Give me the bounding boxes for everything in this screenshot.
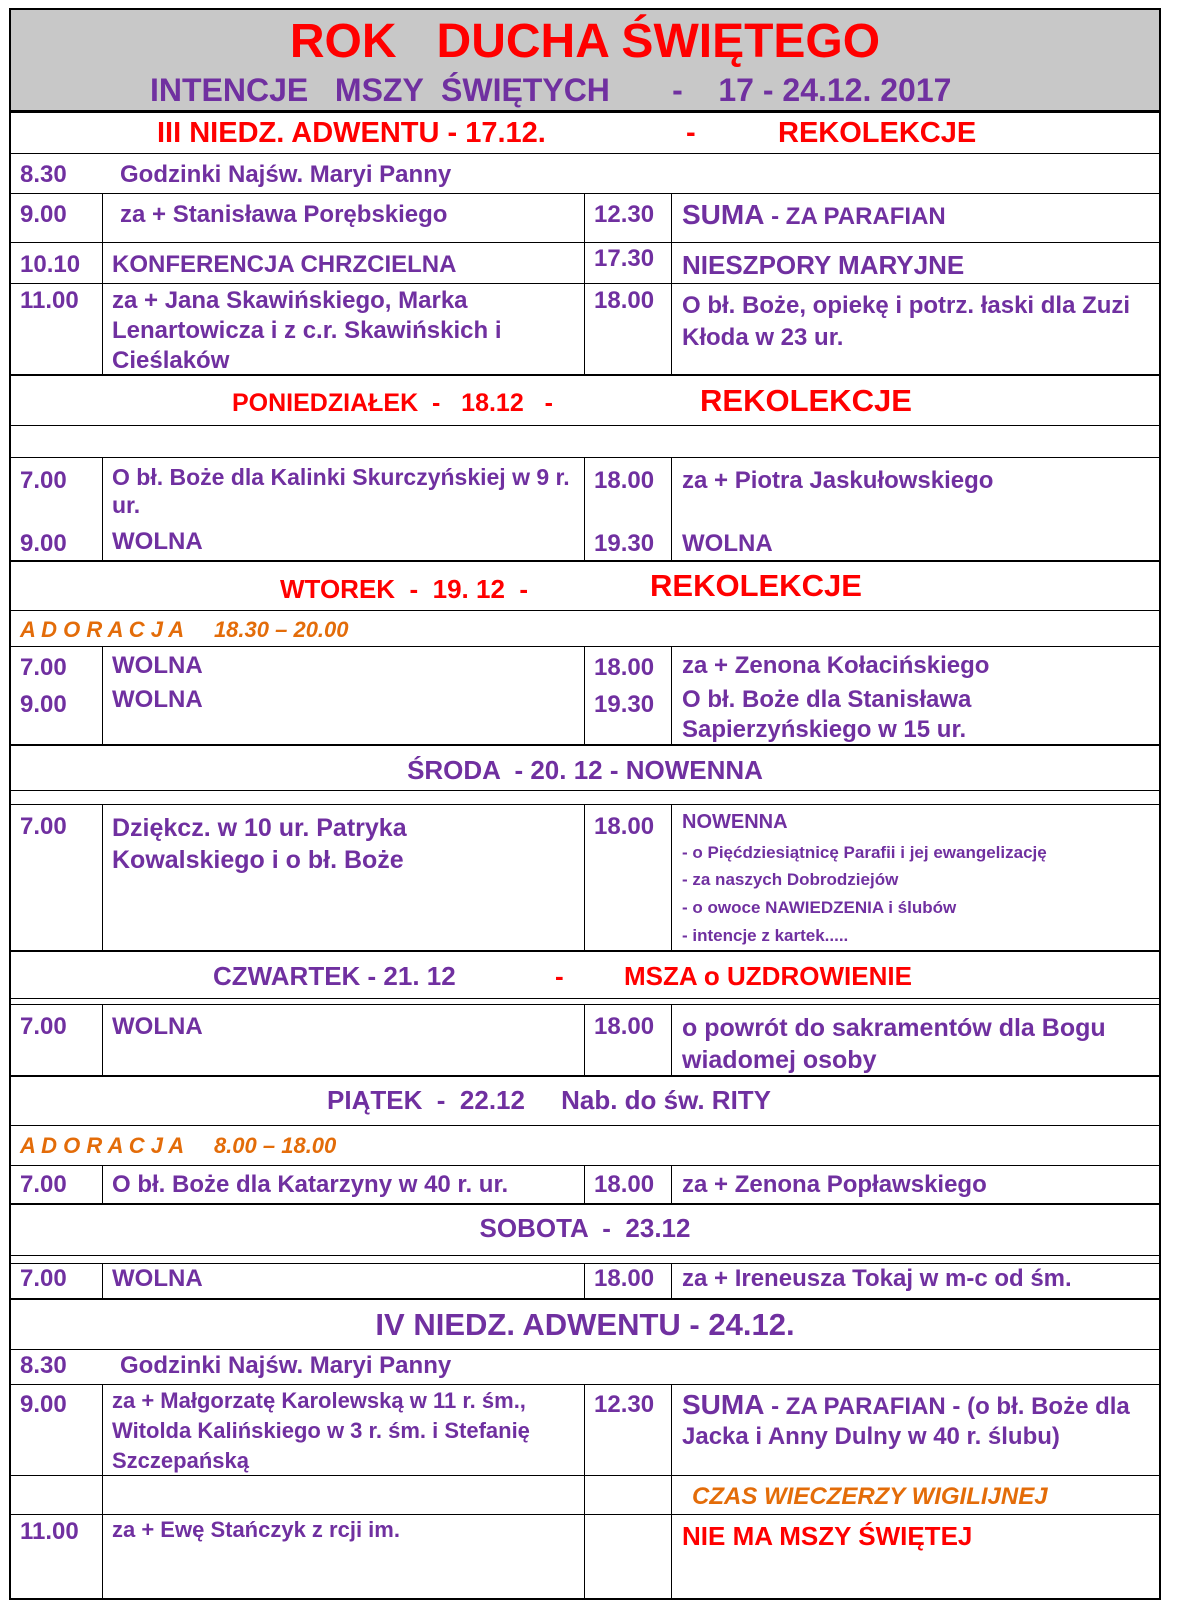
sun1-row2-text2: NIESZPORY MARYJNE xyxy=(682,250,965,280)
sun1-row3-text2: O bł. Boże, opiekę i potrz. łaski dla Zuzi Kłoda w 23 ur. xyxy=(682,292,1131,351)
wed-row1-text: Dziękcz. w 10 ur. Patryka Kowalskiego i o bł. Boże xyxy=(112,814,407,874)
sun1-row1-text: za + Stanisława Porębskiego xyxy=(120,201,448,228)
fri-row1-text2: za + Zenona Popławskiego xyxy=(682,1171,987,1198)
sat-row1-time: 7.00 xyxy=(20,1265,67,1292)
sun1-row2-time: 10.10 xyxy=(20,251,81,278)
sun2-row1-time2: 12.30 xyxy=(594,1391,655,1418)
sun2-heading: IV NIEDZ. ADWENTU - 24.12. xyxy=(375,1307,795,1342)
thu-row1-time: 7.00 xyxy=(20,1013,67,1040)
suma-label: SUMA xyxy=(682,1389,765,1420)
thu-heading-a: CZWARTEK - 21. 12 xyxy=(213,961,456,991)
tue-row1-time2: 18.00 xyxy=(594,654,655,681)
sun1-heading-b: REKOLEKCJE xyxy=(778,117,977,149)
sun1-row0-time: 8.30 xyxy=(20,161,67,188)
sun2-row0-time: 8.30 xyxy=(20,1352,67,1379)
wed-novena-item: - o owoce NAWIEDZENIA i ślubów xyxy=(682,898,957,917)
sat-row1-time2: 18.00 xyxy=(594,1265,655,1292)
sun1-row1-time: 9.00 xyxy=(20,201,67,228)
sun1-row3-text: za + Jana Skawińskiego, Marka Lenartowicza i z c.r. Skawińskich i Cieślaków xyxy=(112,287,502,374)
wed-novena-item: - o Pięćdziesiątnicę Parafii i jej ewangelizację xyxy=(682,843,1047,862)
mon-row2-time: 9.00 xyxy=(20,530,67,557)
sun1-row1-time2: 12.30 xyxy=(594,201,655,228)
suma-label: SUMA xyxy=(682,199,765,230)
sat-row1-text: WOLNA xyxy=(112,1265,203,1292)
fri-row1-time2: 18.00 xyxy=(594,1171,655,1198)
fri-row1-time: 7.00 xyxy=(20,1171,67,1198)
mon-row2-text: WOLNA xyxy=(112,528,203,555)
parafian-detail: - ZA PARAFIAN - (o bł. Boże dla Jacka i Anny Dulny w 40 r. ślubu) xyxy=(682,1393,1130,1450)
sun2-row1-time: 9.00 xyxy=(20,1391,67,1418)
mon-row2-text2: WOLNA xyxy=(682,530,773,557)
mon-row1-time: 7.00 xyxy=(20,467,67,494)
parafian-label: - ZA PARAFIAN xyxy=(764,203,946,230)
tue-adoration: A D O R A C J A 18.30 – 20.00 xyxy=(20,617,349,642)
sun2-row3-time: 11.00 xyxy=(20,1518,79,1545)
thu-row1-time2: 18.00 xyxy=(594,1013,655,1040)
wed-novena-item: - za naszych Dobrodziejów xyxy=(682,870,899,889)
mon-row2-time2: 19.30 xyxy=(594,530,655,557)
sun1-row0-text: Godzinki Najśw. Maryi Panny xyxy=(120,161,452,188)
thu-heading-dash: - xyxy=(555,961,564,991)
sat-row1-text2: za + Ireneusza Tokaj w m-c od śm. xyxy=(682,1265,1072,1292)
tue-row1-text2: za + Zenona Kołacińskiego xyxy=(682,652,990,679)
page-subtitle: INTENCJE MSZY ŚWIĘTYCH - 17 - 24.12. 2017 xyxy=(150,72,952,108)
sun1-row3-time: 11.00 xyxy=(20,287,79,314)
sun2-row1-text: za + Małgorzatę Karolewską w 11 r. śm., Witolda Kalińskiego w 3 r. śm. i Stefanię Szczepańską xyxy=(112,1388,530,1473)
tue-row2-text2: O bł. Boże dla Stanisława Sapierzyńskiego w 15 ur. xyxy=(682,686,972,743)
fri-row1-text: O bł. Boże dla Katarzyny w 40 r. ur. xyxy=(112,1171,509,1198)
sun1-row2-time2: 17.30 xyxy=(594,245,655,272)
wed-row1-time2: 18.00 xyxy=(594,813,655,840)
tue-heading-b: REKOLEKCJE xyxy=(650,568,862,603)
tue-row2-time: 9.00 xyxy=(20,691,67,718)
wed-heading: ŚRODA - 20. 12 - NOWENNA xyxy=(407,755,763,785)
tue-row1-time: 7.00 xyxy=(20,654,67,681)
wed-row1-time: 7.00 xyxy=(20,813,67,840)
mon-row1-text: O bł. Boże dla Kalinki Skurczyńskiej w 9 r. ur. xyxy=(112,464,570,518)
sun1-heading-dash: - xyxy=(686,117,696,149)
fri-heading: PIĄTEK - 22.12 Nab. do św. RITY xyxy=(327,1085,772,1115)
tue-row2-time2: 19.30 xyxy=(594,691,655,718)
mon-row1-text2: za + Piotra Jaskułowskiego xyxy=(682,467,994,494)
sun2-row0-text: Godzinki Najśw. Maryi Panny xyxy=(120,1352,452,1379)
sun2-row1-text2 xyxy=(682,1390,1152,1452)
sun1-row1-text2 xyxy=(682,200,946,232)
wed-novena-item: - intencje z kartek..... xyxy=(682,926,849,945)
thu-heading-b: MSZA o UZDROWIENIE xyxy=(624,961,912,991)
tue-row2-text: WOLNA xyxy=(112,686,203,713)
sun1-row2-text: KONFERENCJA CHRZCIELNA xyxy=(112,251,457,278)
sun1-row3-time2: 18.00 xyxy=(594,287,655,314)
fri-adoration: A D O R A C J A 8.00 – 18.00 xyxy=(20,1133,337,1158)
mon-heading-a: PONIEDZIAŁEK - 18.12 - xyxy=(232,389,553,417)
sun1-heading-a: III NIEDZ. ADWENTU - 17.12. xyxy=(157,117,546,149)
wigilia-notice: CZAS WIECZERZY WIGILIJNEJ xyxy=(692,1483,1048,1510)
sun2-row3-text: za + Ewę Stańczyk z rcji im. xyxy=(112,1517,400,1542)
page-title: ROK DUCHA ŚWIĘTEGO xyxy=(289,15,881,68)
thu-row1-text: WOLNA xyxy=(112,1013,203,1040)
sat-heading: SOBOTA - 23.12 xyxy=(479,1213,691,1243)
no-mass-notice: NIE MA MSZY ŚWIĘTEJ xyxy=(682,1521,973,1551)
mon-heading-b: REKOLEKCJE xyxy=(700,383,912,418)
mon-row1-time2: 18.00 xyxy=(594,467,655,494)
thu-row1-text2: o powrót do sakramentów dla Bogu wiadomej osoby xyxy=(682,1014,1106,1074)
tue-heading-a: WTOREK - 19. 12 - xyxy=(280,574,529,604)
tue-row1-text: WOLNA xyxy=(112,652,203,679)
wed-novena-title: NOWENNA xyxy=(682,811,788,833)
